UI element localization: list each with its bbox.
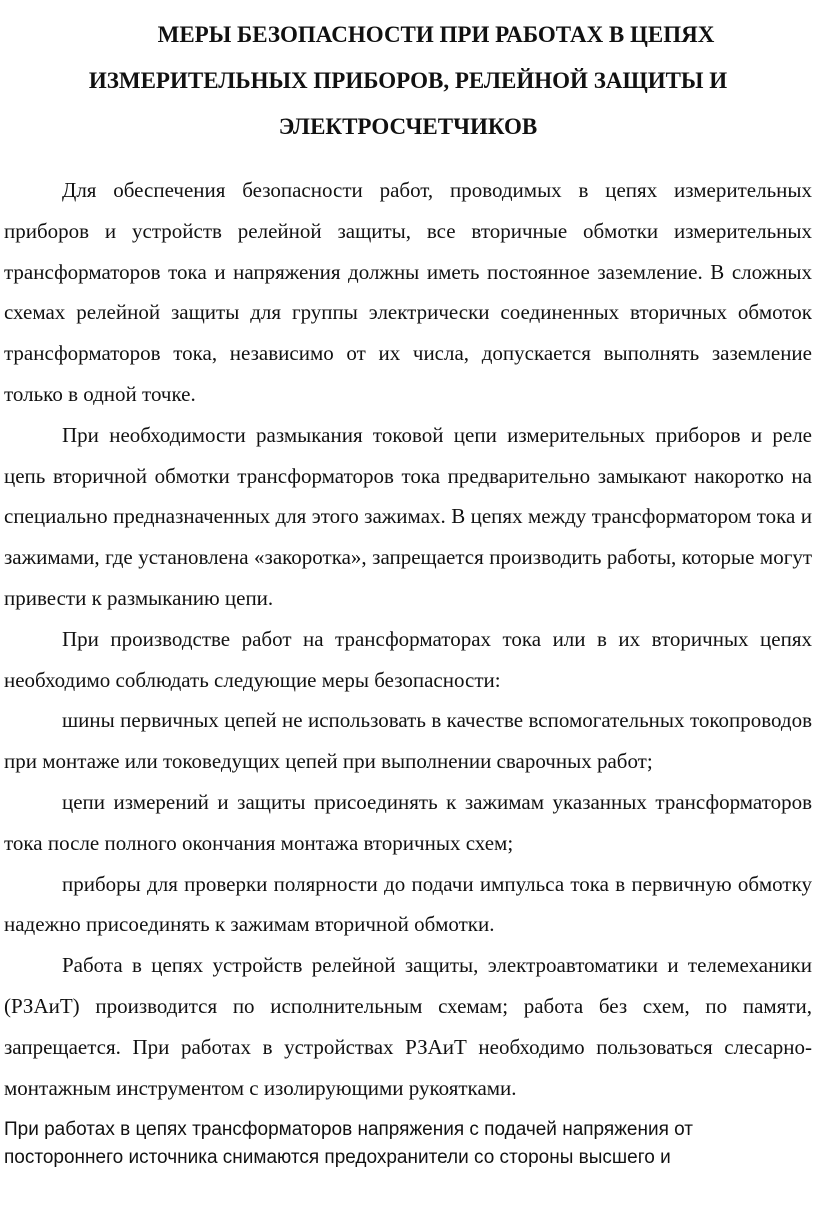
list-item-primary-busbars: шины первичных цепей не использовать в качестве вспомогательных токопроводов при монтаже или токоведущих цепей при выполнении сварочных работ; [4,708,812,774]
paragraph-grounding: Для обеспечения безопасности работ, проводимых в цепях измерительных приборов и устройств релейной защиты, все вторичные обмотки измерительных трансформаторов тока и напряжения должны иметь постоянное заземление. В сложных схемах релейной защиты для группы электрически соединенных вторичных обмоток трансформаторов тока, независимо от их числа, допускается выполнять заземление только в одной точке. [4,178,812,406]
document-body [0,170,816,1172]
paragraph-voltage-transformers: При работах в цепях трансформаторов напряжения с подачей напряжения от постороннего источника снимаются предохранители со стороны высшего и [4,1119,693,1169]
list-item-polarity-devices: приборы для проверки полярности до подачи импульса тока в первичную обмотку надежно присоединять к зажимам вторичной обмотки. [4,871,812,937]
paragraph-rzait-work: Работа в цепях устройств релейной защиты, электроавтоматики и телемеханики (РЗАиТ) производится по исполнительным схемам; работа без схем, по памяти, запрещается. При работах в устройствах РЗАиТ необходимо пользоваться слесарно-монтажным инструментом с изолирующими рукоятками. [4,953,812,1100]
paragraph-short-circuit: При необходимости размыкания токовой цепи измерительных приборов и реле цепь вторичной обмотки трансформаторов тока предварительно замыкают накоротко на специально предназначенных для этого зажимах. В цепях между трансформатором тока и зажимами, где установлена «закоротка», запрещается производить работы, которые могут привести к размыканию цепи. [4,422,812,610]
list-item-connect-circuits: цепи измерений и защиты присоединять к зажимам указанных трансформаторов тока после полного окончания монтажа вторичных схем; [4,789,812,855]
paragraph-safety-measures-intro: При производстве работ на трансформаторах тока или в их вторичных цепях необходимо соблюдать следующие меры безопасности: [4,626,812,692]
document-title: МЕРЫ БЕЗОПАСНОСТИ ПРИ РАБОТАХ В ЦЕПЯХ ИЗМЕРИТЕЛЬНЫХ ПРИБОРОВ, РЕЛЕЙНОЙ ЗАЩИТЫ И ЭЛЕКТРОСЧЕТЧИКОВ [88,22,728,139]
